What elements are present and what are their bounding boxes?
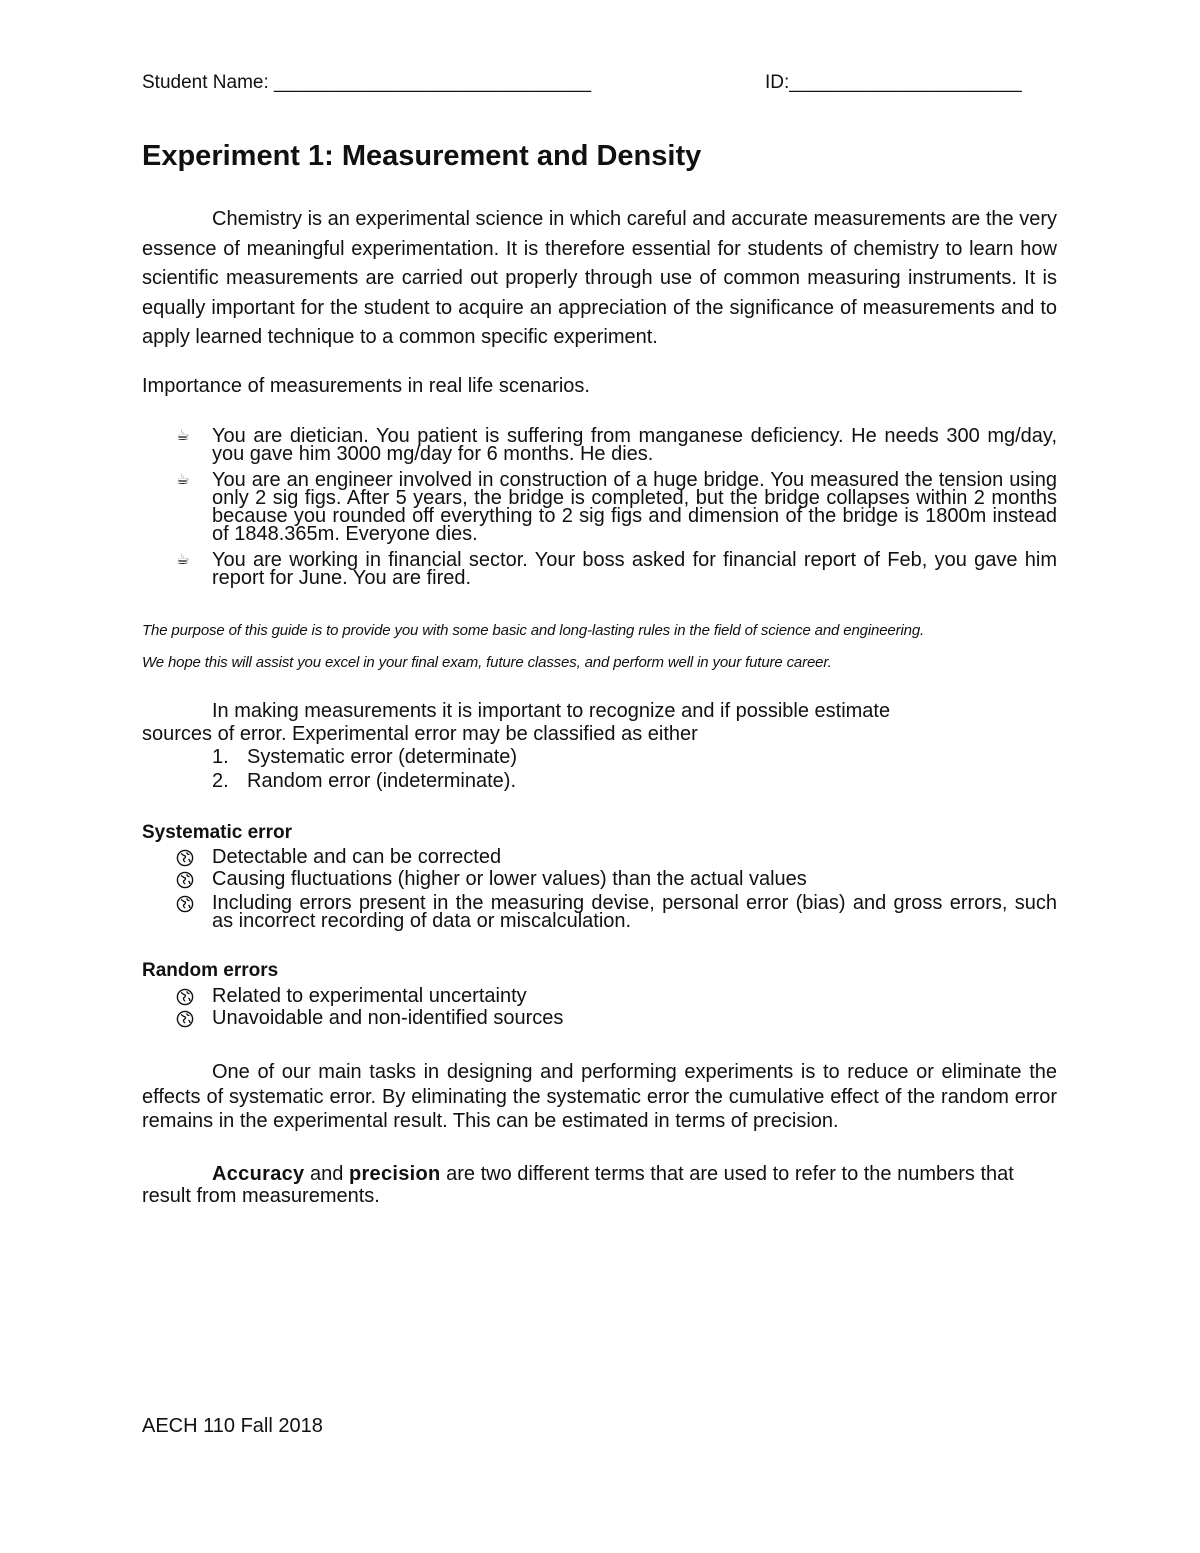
systematic-error-item: [176, 894, 1057, 930]
errors-intro-line: sources of error. Experimental error may be classified as either: [142, 723, 698, 745]
purpose-note: The purpose of this guide is to provide you with some basic and long-lasting rules in the field of science and engineering.: [142, 622, 925, 639]
conjunction-text: and: [304, 1163, 349, 1185]
systematic-error-item: [176, 848, 1057, 866]
systematic-error-item: [176, 870, 1057, 888]
accuracy-paragraph: [142, 1163, 1057, 1207]
list-item-text: Random error (indeterminate).: [247, 770, 516, 792]
errors-intro-line: In making measurements it is important to recognize and if possible estimate: [212, 700, 891, 722]
scenario-text: You are working in financial sector. Your boss asked for financial report of Feb, you gave him report for June. You are fired.: [212, 549, 1057, 589]
globe-icon: [176, 1010, 194, 1028]
student-name-field: Student Name: ______________________________: [142, 72, 592, 93]
random-errors-heading: Random errors: [142, 960, 279, 981]
accuracy-rest-text: are two different terms that are used to refer to the numbers that result from measurements.: [142, 1163, 1014, 1207]
list-item-text: Unavoidable and non-identified sources: [212, 1007, 564, 1029]
page-footer: AECH 110 Fall 2018: [142, 1415, 323, 1437]
list-item-text: Detectable and can be corrected: [212, 846, 502, 868]
coffee-cup-icon: ☕: [176, 427, 190, 444]
globe-icon: [176, 871, 194, 889]
globe-icon: [176, 849, 194, 867]
coffee-cup-icon: ☕: [176, 551, 190, 568]
systematic-error-heading: Systematic error: [142, 822, 292, 843]
list-item-text: Related to experimental uncertainty: [212, 985, 527, 1007]
coffee-cup-icon: ☕: [176, 471, 190, 488]
list-number: 2.: [212, 770, 229, 792]
scenario-item: [176, 551, 1057, 587]
list-item-text: Systematic error (determinate): [247, 746, 518, 768]
accuracy-term: Accuracy: [212, 1163, 305, 1185]
scenario-item: [176, 427, 1057, 463]
globe-icon: [176, 895, 194, 913]
tasks-paragraph: One of our main tasks in designing and performing experiments is to reduce or eliminate the effects of systematic error. By eliminating the systematic error the cumulative effect of the random error remains in the experimental result. This can be estimated in terms of precision.: [142, 1061, 1057, 1132]
list-item-text: Causing fluctuations (higher or lower values) than the actual values: [212, 868, 807, 890]
random-error-item: [176, 1009, 1057, 1027]
numbered-list-item: [212, 770, 516, 793]
intro-paragraph: Chemistry is an experimental science in which careful and accurate measurements are the very essence of meaningful experimentation. It is therefore essential for students of chemistry to learn how scientific measurements are carried out properly through use of common measuring instruments. It is equally important for the student to acquire an appreciation of the significance of measurements and to apply learned technique to a common specific experiment.: [142, 208, 1057, 349]
hope-note: We hope this will assist you excel in your final exam, future classes, and perform well in your future career.: [142, 654, 832, 671]
importance-heading: Importance of measurements in real life scenarios.: [142, 375, 590, 397]
list-number: 1.: [212, 746, 229, 768]
numbered-list-item: [212, 746, 517, 769]
globe-icon: [176, 988, 194, 1006]
student-id-field: ID:______________________: [765, 72, 1022, 93]
scenario-text: You are dietician. You patient is suffering from manganese deficiency. He needs 300 mg/day, you gave him 3000 mg/day for 6 months. He dies.: [212, 425, 1057, 465]
list-item-text: Including errors present in the measuring devise, personal error (bias) and gross errors, such as incorrect recording of data or miscalculation.: [212, 892, 1057, 932]
page-title: Experiment 1: Measurement and Density: [142, 140, 702, 172]
scenario-text: You are an engineer involved in construction of a huge bridge. You measured the tension using only 2 sig figs. After 5 years, the bridge is completed, but the bridge collapses within 2 months because you rounded off everything to 2 sig figs and dimension of the bridge is 1800m instead of 1848.365m. Everyone dies.: [212, 469, 1057, 545]
scenario-item: [176, 471, 1057, 543]
precision-term: precision: [348, 1163, 441, 1185]
random-error-item: [176, 987, 1057, 1005]
